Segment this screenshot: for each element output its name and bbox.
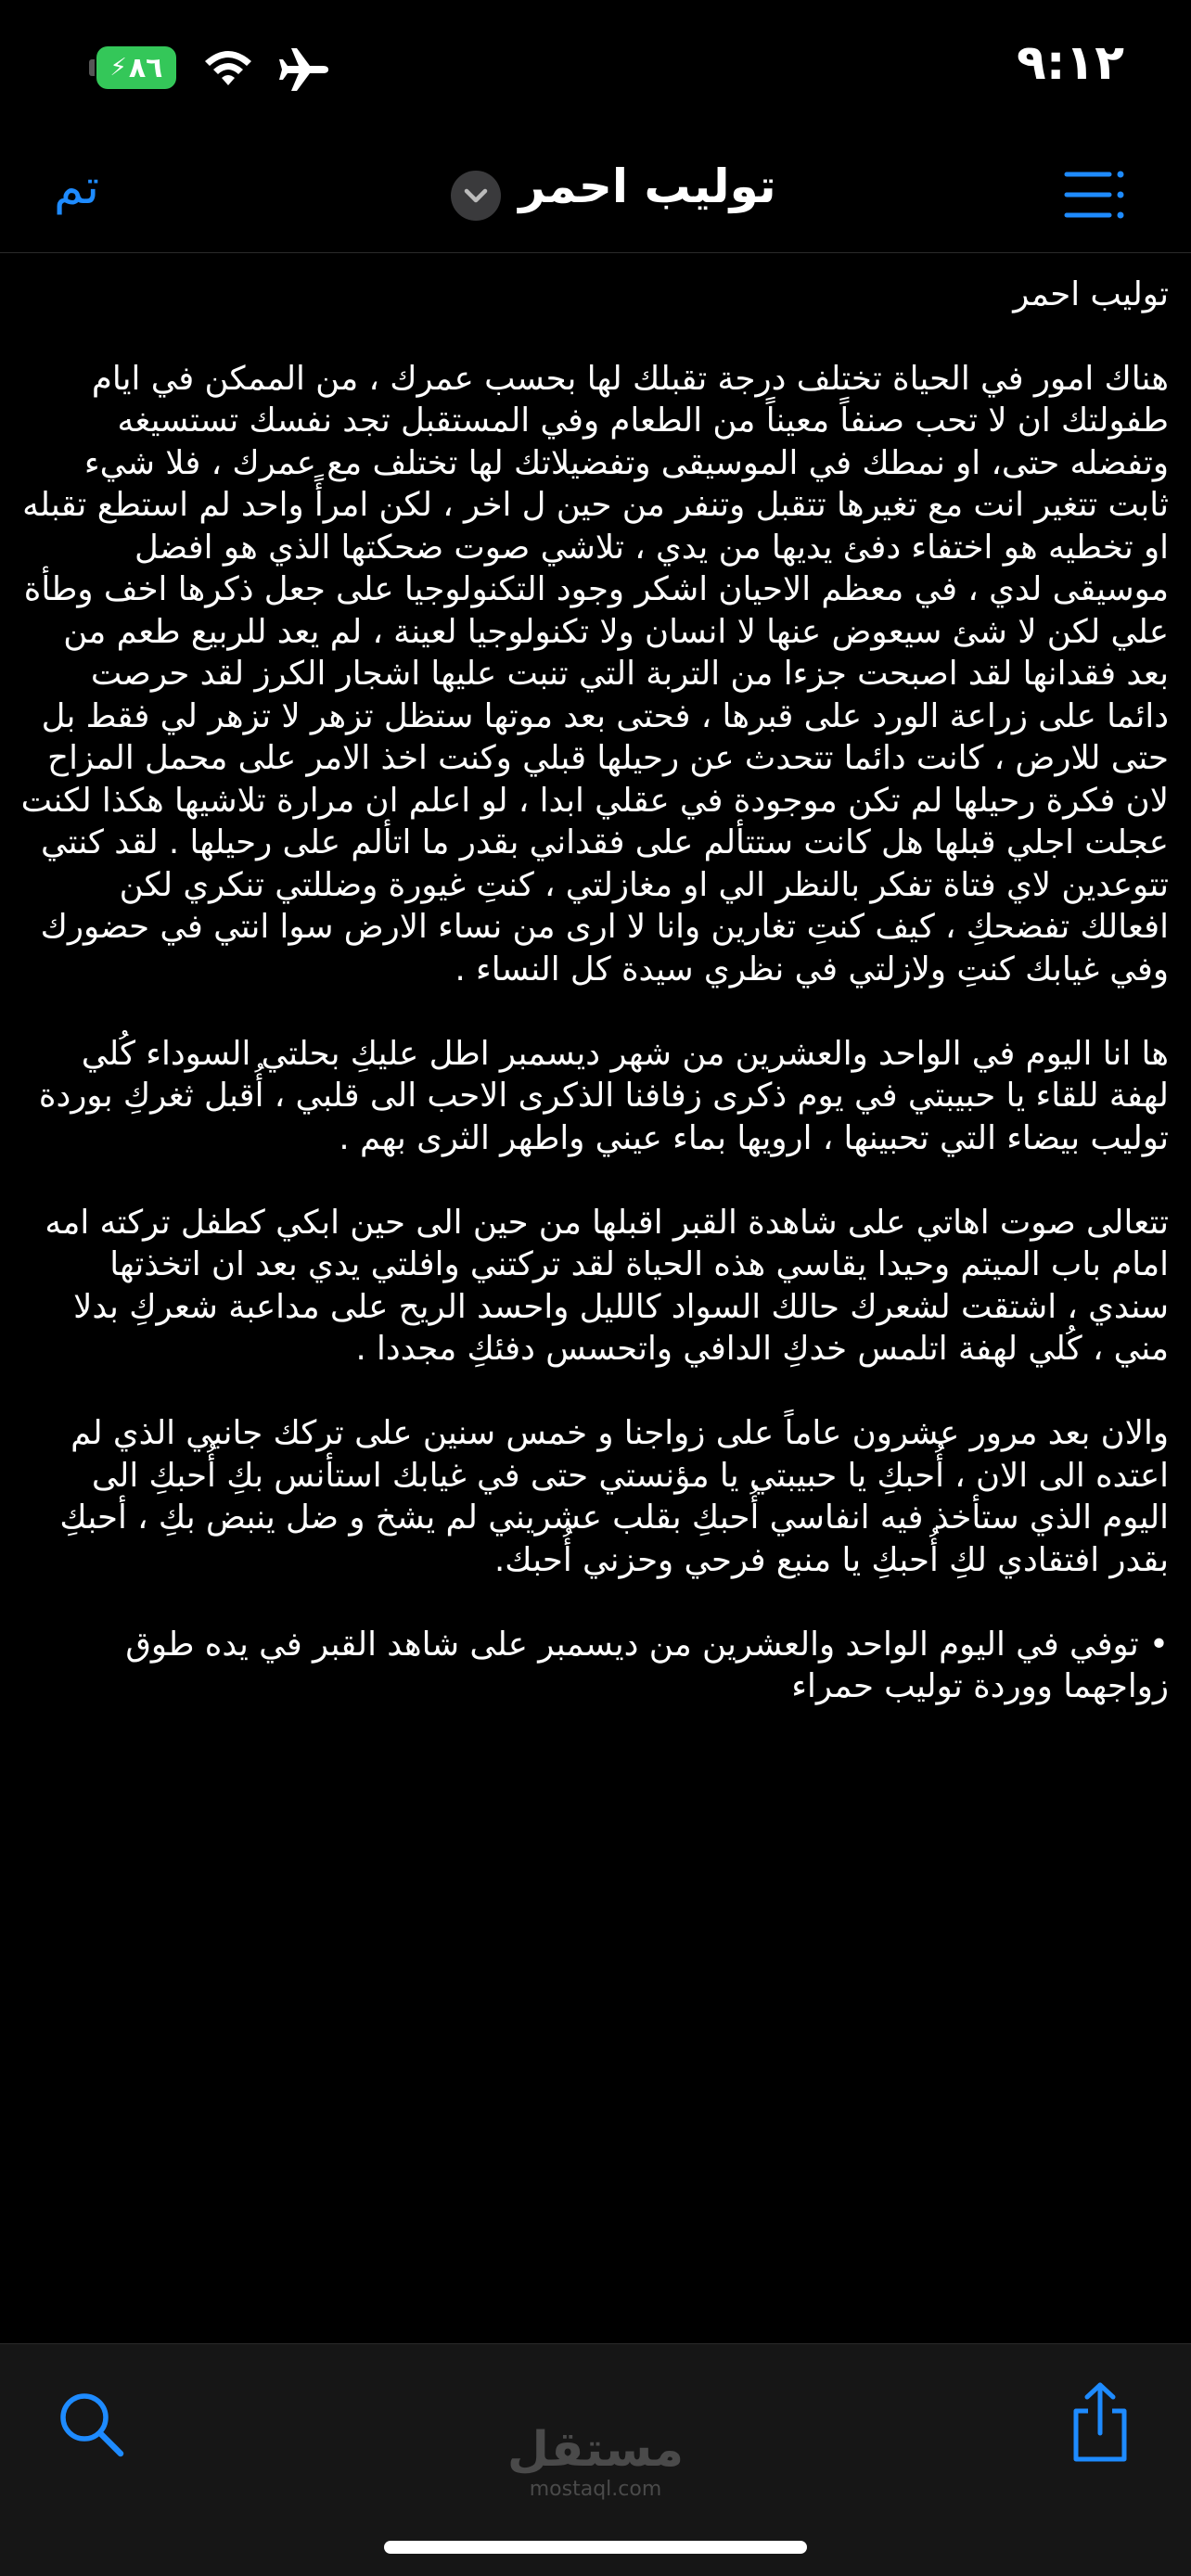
note-title[interactable]: توليب احمر [519,159,776,213]
note-body[interactable] [20,274,1169,2314]
share-icon[interactable] [1065,2381,1135,2463]
status-time: ٩:١٢ [1016,35,1124,91]
done-button[interactable]: تم [54,159,100,215]
bottom-toolbar [0,2343,1191,2576]
battery-level: ٨٦ [128,51,163,84]
note-paragraph: والان بعد مرور عشرون عاماً على زواجنا و خمس سنين على تركك جانبي الذي لم اعتده الى الان ، أُحبكِ يا حبيبتي يا مؤنستي حتى في غيابك استأنس بكِ أُحبكِ الى اليوم الذي ستأخذ فيه انفاسي أُحبكِ بقلب عشريني لم يشخ و ضل ينبض بكِ ، أحبكِ بقدر افتقادي لكِ أُحبكِ يا منبع فرحي وحزني أُحبك. [59,1414,1169,1579]
note-paragraph: تتعالى صوت اهاتي على شاهدة القبر اقبلها من حين الى حين ابكي كطفل تركته امه امام باب الميتم وحيدا يقاسي هذه الحياة لقد تركتني وافلتي يدي بعد ان اتخذتها سندي ، اشتقت لشعرك حالك السواد كالليل واحسد الريح على مداعبة شعركِ بدلا مني ، كُلي لهفة اتلمس خدكِ الدافي واتحسس دفئكِ مجددا . [45,1203,1169,1368]
battery-charging-icon [96,46,176,89]
battery-bolt: ⚡ [109,54,127,82]
watermark-logo: مستقل [506,2422,685,2478]
wifi-icon [202,48,254,89]
watermark-url: mostaql.com [529,2478,662,2501]
nav-bar [0,139,1191,253]
note-heading: توليب احمر [1013,275,1169,313]
watermark [0,2422,1191,2501]
home-indicator[interactable] [384,2541,807,2554]
status-bar [0,0,1191,139]
note-paragraph: • توفي في اليوم الواحد والعشرين من ديسمبر على شاهد القبر في يده طوق زواجهما ووردة توليب حمراء [125,1625,1169,1705]
list-icon[interactable] [1061,167,1126,223]
airplane-icon [278,46,330,93]
battery-cap [89,59,95,76]
note-paragraph: هناك امور في الحياة تختلف درجة تقبلك لها بحسب عمرك ، من الممكن في ايام طفولتك ان لا تحب صنفاً معيناً من الطعام وفي المستقبل تجد نفسك تستسيغه وتفضله حتى، او نمطك في الموسيقى وتفضيلاتك لها تختلف مع عمرك ، فلا شيء ثابت تتغير انت مع تغيرها تتقبل وتنفر من حين ل اخر ، لكن امرأً واحد لم استطع تقبله او تخطيه هو اختفاء دفئ يديها من يدي ، تلاشي صوت ضحكتها الذي هو افضل موسيقى لدي ، في معظم الاحيان اشكر وجود التكنولوجيا على جعل ذكرها اخف وطأة علي لكن لا شئ سيعوض عنها لا انسان ولا تكنولوجيا لعينة ، لم يعد للربيع طعم من بعد فقدانها لقد اصبحت جزءا من التربة التي تنبت عليها اشجار الكرز لقد حرصت دائما على زراعة الورد على قبرها ، فحتى بعد موتها ستظل تزهر لا تزهر لي فقط بل حتى للارض ، كانت دائما تتحدث عن رحيلها قبلي وكنت اخذ الامر على محمل المزاح لان فكرة رحيلها لم تكن موجودة في عقلي ابدا ، لو اعلم ان مرارة تلاشيها هكذا لكنت عجلت اجلي قبلها هل كانت ستتألم على فقداني بقدر ما اتألم على رحيلها . لقد كنتي تتوعدين لاي فتاة تفكر بالنظر الي او مغازلتي ، كنتِ غيورة وضللتي تنكري لكن افعالك تفضحكِ ، كيف كنتِ تغارين وانا لا ارى من نساء الارض سوا انتي في حضورك وفي غيابك كنتِ ولازلتي في نظري سيدة كل النساء . [20,359,1169,988]
note-paragraph: ها انا اليوم في الواحد والعشرين من شهر ديسمبر اطل عليكِ بحلتي السوداء كُلي لهفة للقاء يا حبيبتي في يوم ذكرى زفافنا الذكرى الاحب الى قلبي ، أُقبل ثغركِ بوردة توليب بيضاء التي تحبينها ، ارويها بماء عيني واطهر الثرى بهم . [38,1034,1169,1157]
